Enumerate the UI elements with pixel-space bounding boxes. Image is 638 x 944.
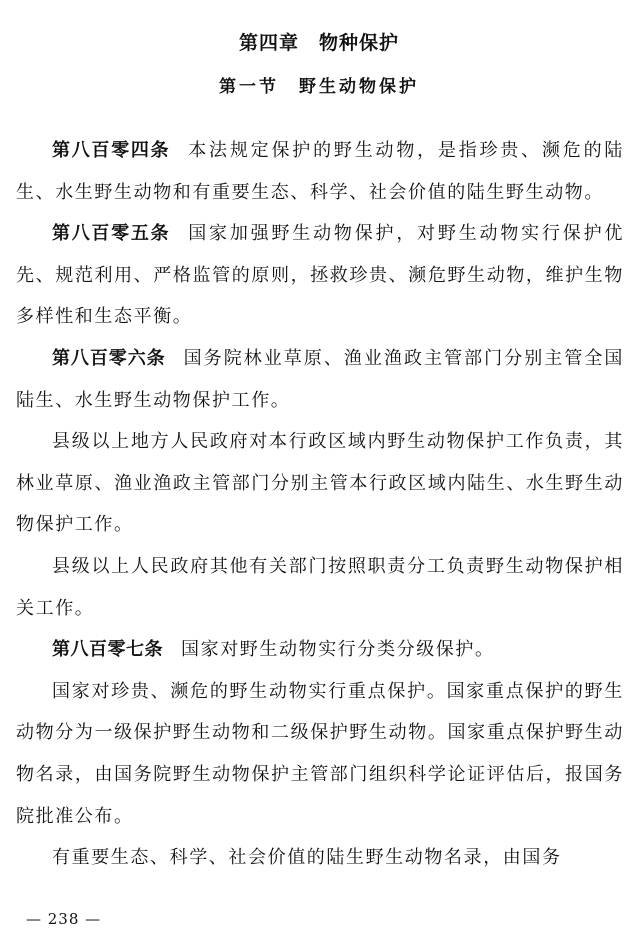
paragraph (16, 546, 624, 629)
paragraph-text: 县级以上人民政府其他有关部门按照职责分工负责野生动物保护相关工作。 (16, 555, 624, 619)
paragraph-text: 本法规定保护的野生动物，是指珍贵、濒危的陆生、水生野生动物和有重要生态、科学、社会价值的陆生野生动物。 (16, 140, 624, 203)
article-number: 第八百零四条 (52, 140, 171, 161)
paragraph (16, 629, 624, 671)
paragraph (16, 837, 624, 879)
paragraph-text: 国务院林业草原、渔业渔政主管部门分别主管全国陆生、水生野生动物保护工作。 (16, 347, 624, 411)
paragraph (16, 421, 624, 546)
page-number: — 238 — (26, 910, 102, 928)
paragraph-text: 国家加强野生动物保护，对野生动物实行保护优先、规范利用、严格监管的原则，拯救珍贵、濒危野生动物，维护生物多样性和生态平衡。 (16, 223, 624, 328)
paragraph-text: 国家对珍贵、濒危的野生动物实行重点保护。国家重点保护的野生动物分为一级保护野生动物和二级保护野生动物。国家重点保护野生动物名录，由国务院野生动物保护主管部门组织科学论证评估后，报国务院批准公布。 (16, 680, 624, 827)
paragraph-text: 有重要生态、科学、社会价值的陆生野生动物名录，由国务 (52, 847, 562, 869)
article-number: 第八百零七条 (52, 639, 163, 661)
article-number: 第八百零六条 (52, 347, 166, 369)
section-title: 第一节 野生动物保护 (219, 77, 419, 97)
paragraph (16, 671, 624, 837)
paragraph-text: 国家对野生动物实行分类分级保护。 (181, 639, 495, 661)
paragraph-text: 县级以上地方人民政府对本行政区域内野生动物保护工作负责，其林业草原、渔业渔政主管部门分别主管本行政区域内陆生、水生野生动物保护工作。 (16, 431, 624, 536)
paragraph (16, 130, 624, 213)
article-number: 第八百零五条 (52, 223, 171, 245)
paragraph (16, 213, 624, 338)
paragraph (16, 338, 624, 421)
article-body (16, 130, 624, 879)
chapter-title: 第四章 物种保护 (238, 32, 399, 54)
